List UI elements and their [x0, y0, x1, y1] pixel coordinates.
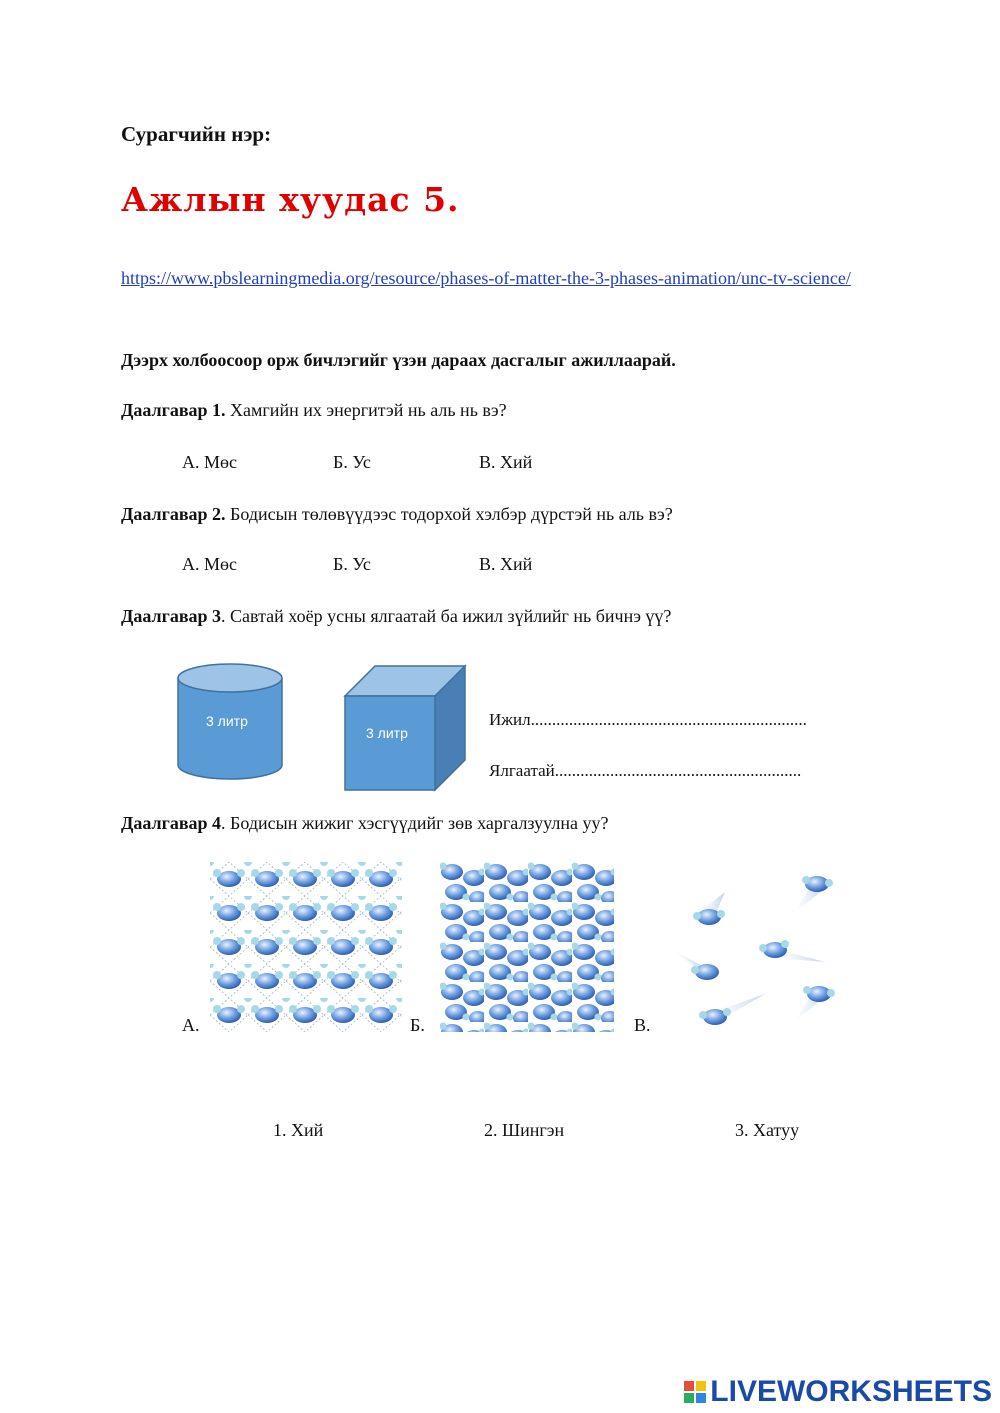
answer-solid[interactable]: 3. Хатуу	[735, 1120, 800, 1140]
task4-text: . Бодисын жижиг хэсгүүдийг зөв харгалзуулна уу?	[221, 813, 609, 833]
cube-container	[345, 666, 465, 790]
task1-option-b[interactable]: Б. Ус	[333, 452, 371, 472]
image-label-b: Б.	[410, 1015, 425, 1035]
student-name-label: Сурагчийн нэр:	[121, 122, 272, 146]
task3-text: . Савтай хоёр усны ялгаатай ба ижил зүйлийг нь бичнэ үү?	[221, 606, 672, 626]
task1-option-c[interactable]: В. Хий	[479, 452, 533, 472]
liveworksheets-watermark	[684, 1375, 992, 1409]
solid-particles-image[interactable]	[210, 862, 402, 1032]
task3-question	[121, 606, 671, 627]
same-answer-line[interactable]: Ижил.................................................................	[489, 710, 807, 729]
task2-text: Бодисын төлөвүүдээс тодорхой хэлбэр дүрстэй нь аль вэ?	[225, 504, 673, 524]
liveworksheets-text: LIVEWORKSHEETS	[710, 1375, 992, 1408]
task2-question	[121, 504, 673, 525]
image-label-a: А.	[182, 1015, 200, 1035]
task4-label: Даалгавар 4	[121, 813, 222, 833]
instruction-text: Дээрх холбоосоор орж бичлэгийг үзэн дараах дасгалыг ажиллаарай.	[121, 350, 676, 370]
task2-option-b[interactable]: Б. Ус	[333, 554, 371, 574]
answer-liquid[interactable]: 2. Шингэн	[484, 1120, 565, 1140]
task2-option-c[interactable]: В. Хий	[479, 554, 533, 574]
task2-label: Даалгавар 2.	[121, 504, 226, 524]
worksheet-title: Ажлын хуудас 5.	[121, 180, 460, 219]
cube-label: 3 литр	[366, 725, 408, 741]
task1-label: Даалгавар 1.	[121, 400, 226, 420]
image-label-c: В.	[634, 1015, 651, 1035]
liquid-particles-image[interactable]	[440, 862, 614, 1032]
task4-question	[121, 813, 608, 834]
gas-particles-image[interactable]	[665, 862, 850, 1034]
cylinder-container	[178, 664, 282, 779]
cylinder-label: 3 литр	[206, 713, 248, 729]
task1-question	[121, 400, 507, 421]
difference-answer-line[interactable]: Ялгаатай..........................................................	[489, 761, 802, 780]
task3-label: Даалгавар 3	[121, 606, 222, 626]
resource-link[interactable]: https://www.pbslearningmedia.org/resource/phases-of-matter-the-3-phases-animation/unc-tv-science/	[121, 268, 851, 288]
task1-text: Хамгийн их энергитэй нь аль нь вэ?	[225, 400, 507, 420]
containers-illustration	[170, 660, 480, 795]
liveworksheets-logo-icon	[684, 1381, 706, 1403]
answer-gas[interactable]: 1. Хий	[273, 1120, 324, 1140]
task2-option-a[interactable]: А. Мөс	[182, 554, 237, 574]
task1-option-a[interactable]: А. Мөс	[182, 452, 237, 472]
